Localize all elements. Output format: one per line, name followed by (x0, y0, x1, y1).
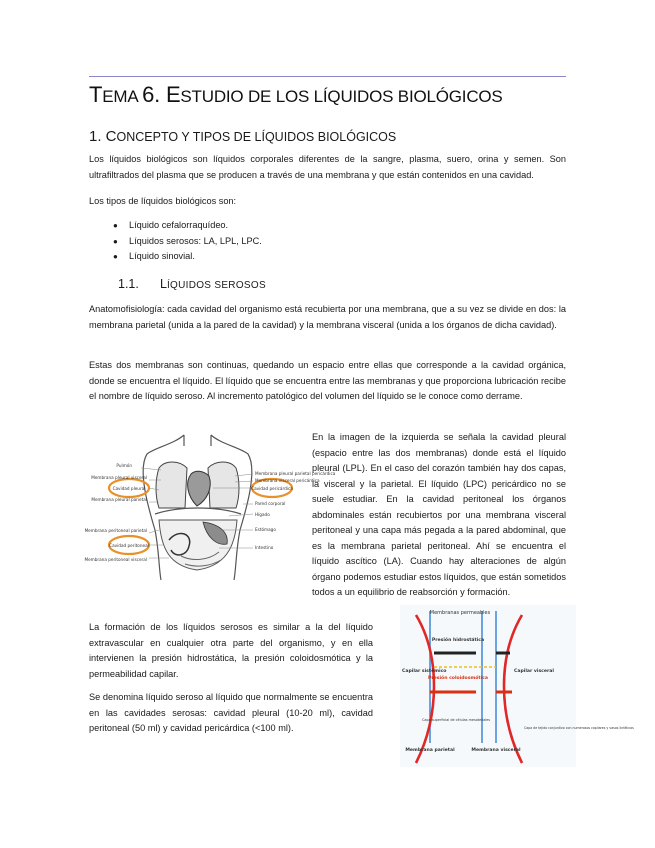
pressure-diagram (400, 605, 634, 767)
paragraph-serous-definition: Se denomina líquido seroso al líquido que normalmente se encuentra en las cavidades serosas: cavidad pleural (10-20 ml), cavidad peritoneal (50 ml) y cavidad pericárdica (<100 ml). (89, 692, 373, 733)
list-item: ● Líquido sinovial. (89, 249, 262, 265)
bullet-icon: ● (113, 252, 118, 261)
label-capilar-visceral: Capilar visceral (514, 669, 554, 674)
label-visceral-pericardica: Membrana visceral pericárdica (255, 478, 320, 483)
paragraph-types-intro: Los tipos de líquidos biológicos son: (89, 196, 237, 206)
label-membranas-permeables: Membranas permeables (429, 610, 491, 616)
anatomy-figure (84, 430, 336, 580)
bullet-icon: ● (113, 221, 118, 230)
label-pulmon: Pulmón (116, 463, 132, 468)
paragraph-formation: La formación de los líquidos serosos es similar a la del líquido extravascular en cualquier otra parte del organismo, y en ella intervienen la presión hidrostática, la presión coloidosmótica y la permeabilidad capilar. (89, 622, 373, 679)
label-capa-mesotelial: Capa superficial de células mesoteliales (422, 718, 490, 722)
paragraph-membranes: Estas dos membranas son continuas, quedando un espacio entre ellas que corresponde a la cavidad orgánica, donde se encuentra el líquido. El líquido que se encuentra entre las membranas y que proporciona lubricación recibe el nombre de líquido seroso. Al incremento patológico del volumen del líquido se le conoce como derrame. (89, 360, 566, 401)
title-rule (89, 76, 566, 77)
label-membrana-parietal: Membrana parietal (405, 748, 455, 753)
label-cavidad-pleural: Cavidad pleural (112, 486, 146, 491)
label-presion-hidrostatica: Presión hidrostática (431, 638, 485, 643)
label-estomago: Estómago (255, 527, 276, 532)
list-item: ● Líquidos serosos: LA, LPL, LPC. (89, 234, 262, 250)
label-higado: Hígado (255, 512, 270, 517)
label-pleural-parietal: Membrana pleural parietal (91, 497, 147, 502)
list-item: ● Líquido cefalorraquídeo. (89, 218, 262, 234)
label-pericardica-parietal: Membrana pleural parietal pericárdica (255, 471, 336, 476)
label-membrana-visceral: Membrana visceral (471, 748, 521, 753)
paragraph-anatomy: Anatomofisiología: cada cavidad del organismo está recubierta por una membrana, que a su vez se divide en dos: la membrana parietal (unida a la pared de la cavidad) y la membrana visceral (unida a los órganos de dicha cavidad). (89, 304, 566, 330)
label-cavidad-pericardica: Cavidad pericárdica (251, 486, 293, 491)
label-peritoneal-visceral: Membrana peritoneal visceral (84, 557, 147, 562)
label-intestino: Intestino (255, 545, 274, 550)
bullet-icon: ● (113, 236, 118, 246)
section-heading-1: 1. CONCEPTO Y TIPOS DE LÍQUIDOS BIOLÓGICOS (89, 128, 397, 145)
fluid-types-list (89, 218, 262, 265)
section-heading-1-1: 1.1. LÍQUIDOS SEROSOS (118, 277, 266, 291)
page-title: TEMA 6. ESTUDIO DE LOS LÍQUIDOS BIOLÓGICOS (89, 82, 503, 107)
label-capilar-sistemico: Capilar sistémico (402, 669, 447, 674)
label-pleural-visceral: Membrana pleural visceral (91, 475, 147, 480)
paragraph-image-explanation: En la imagen de la izquierda se señala la cavidad pleural (espacio entre las dos membranas) donde está el líquido pleural (LPL). En el caso del corazón también hay dos capas, la visceral y la parietal. El líquido (LPC) pericárdico no se suele estudiar. En la cavidad peritoneal los órganos abdominales están recubiertos por una membrana visceral peritoneal y una capa más pegada a la pared abdominal, que es la membrana parietal peritoneal. Ahí se encuentra el líquido ascítico (LA). Cuando hay alteraciones de algún órgano podemos estudiar estos líquidos, que están sometidos todos a un equilibrio de reabsorción y formación. (312, 432, 566, 597)
label-tejido-conjuntivo: Capa de tejido conjuntivo con numerosos capilares y vasos linfáticos (524, 726, 634, 730)
label-pared-corporal: Pared corporal (255, 501, 286, 506)
label-peritoneal-parietal: Membrana peritoneal parietal (84, 528, 147, 533)
label-cavidad-peritoneal: Cavidad peritoneal (109, 543, 149, 548)
paragraph-definition: Los líquidos biológicos son líquidos corporales diferentes de la sangre, plasma, suero, orina y semen. Son ultrafiltrados del plasma que se producen a través de una membrana y que están contenidos en una cavidad. (89, 154, 566, 180)
label-presion-coloidosmotica: Presión coloidosmótica (428, 676, 488, 681)
